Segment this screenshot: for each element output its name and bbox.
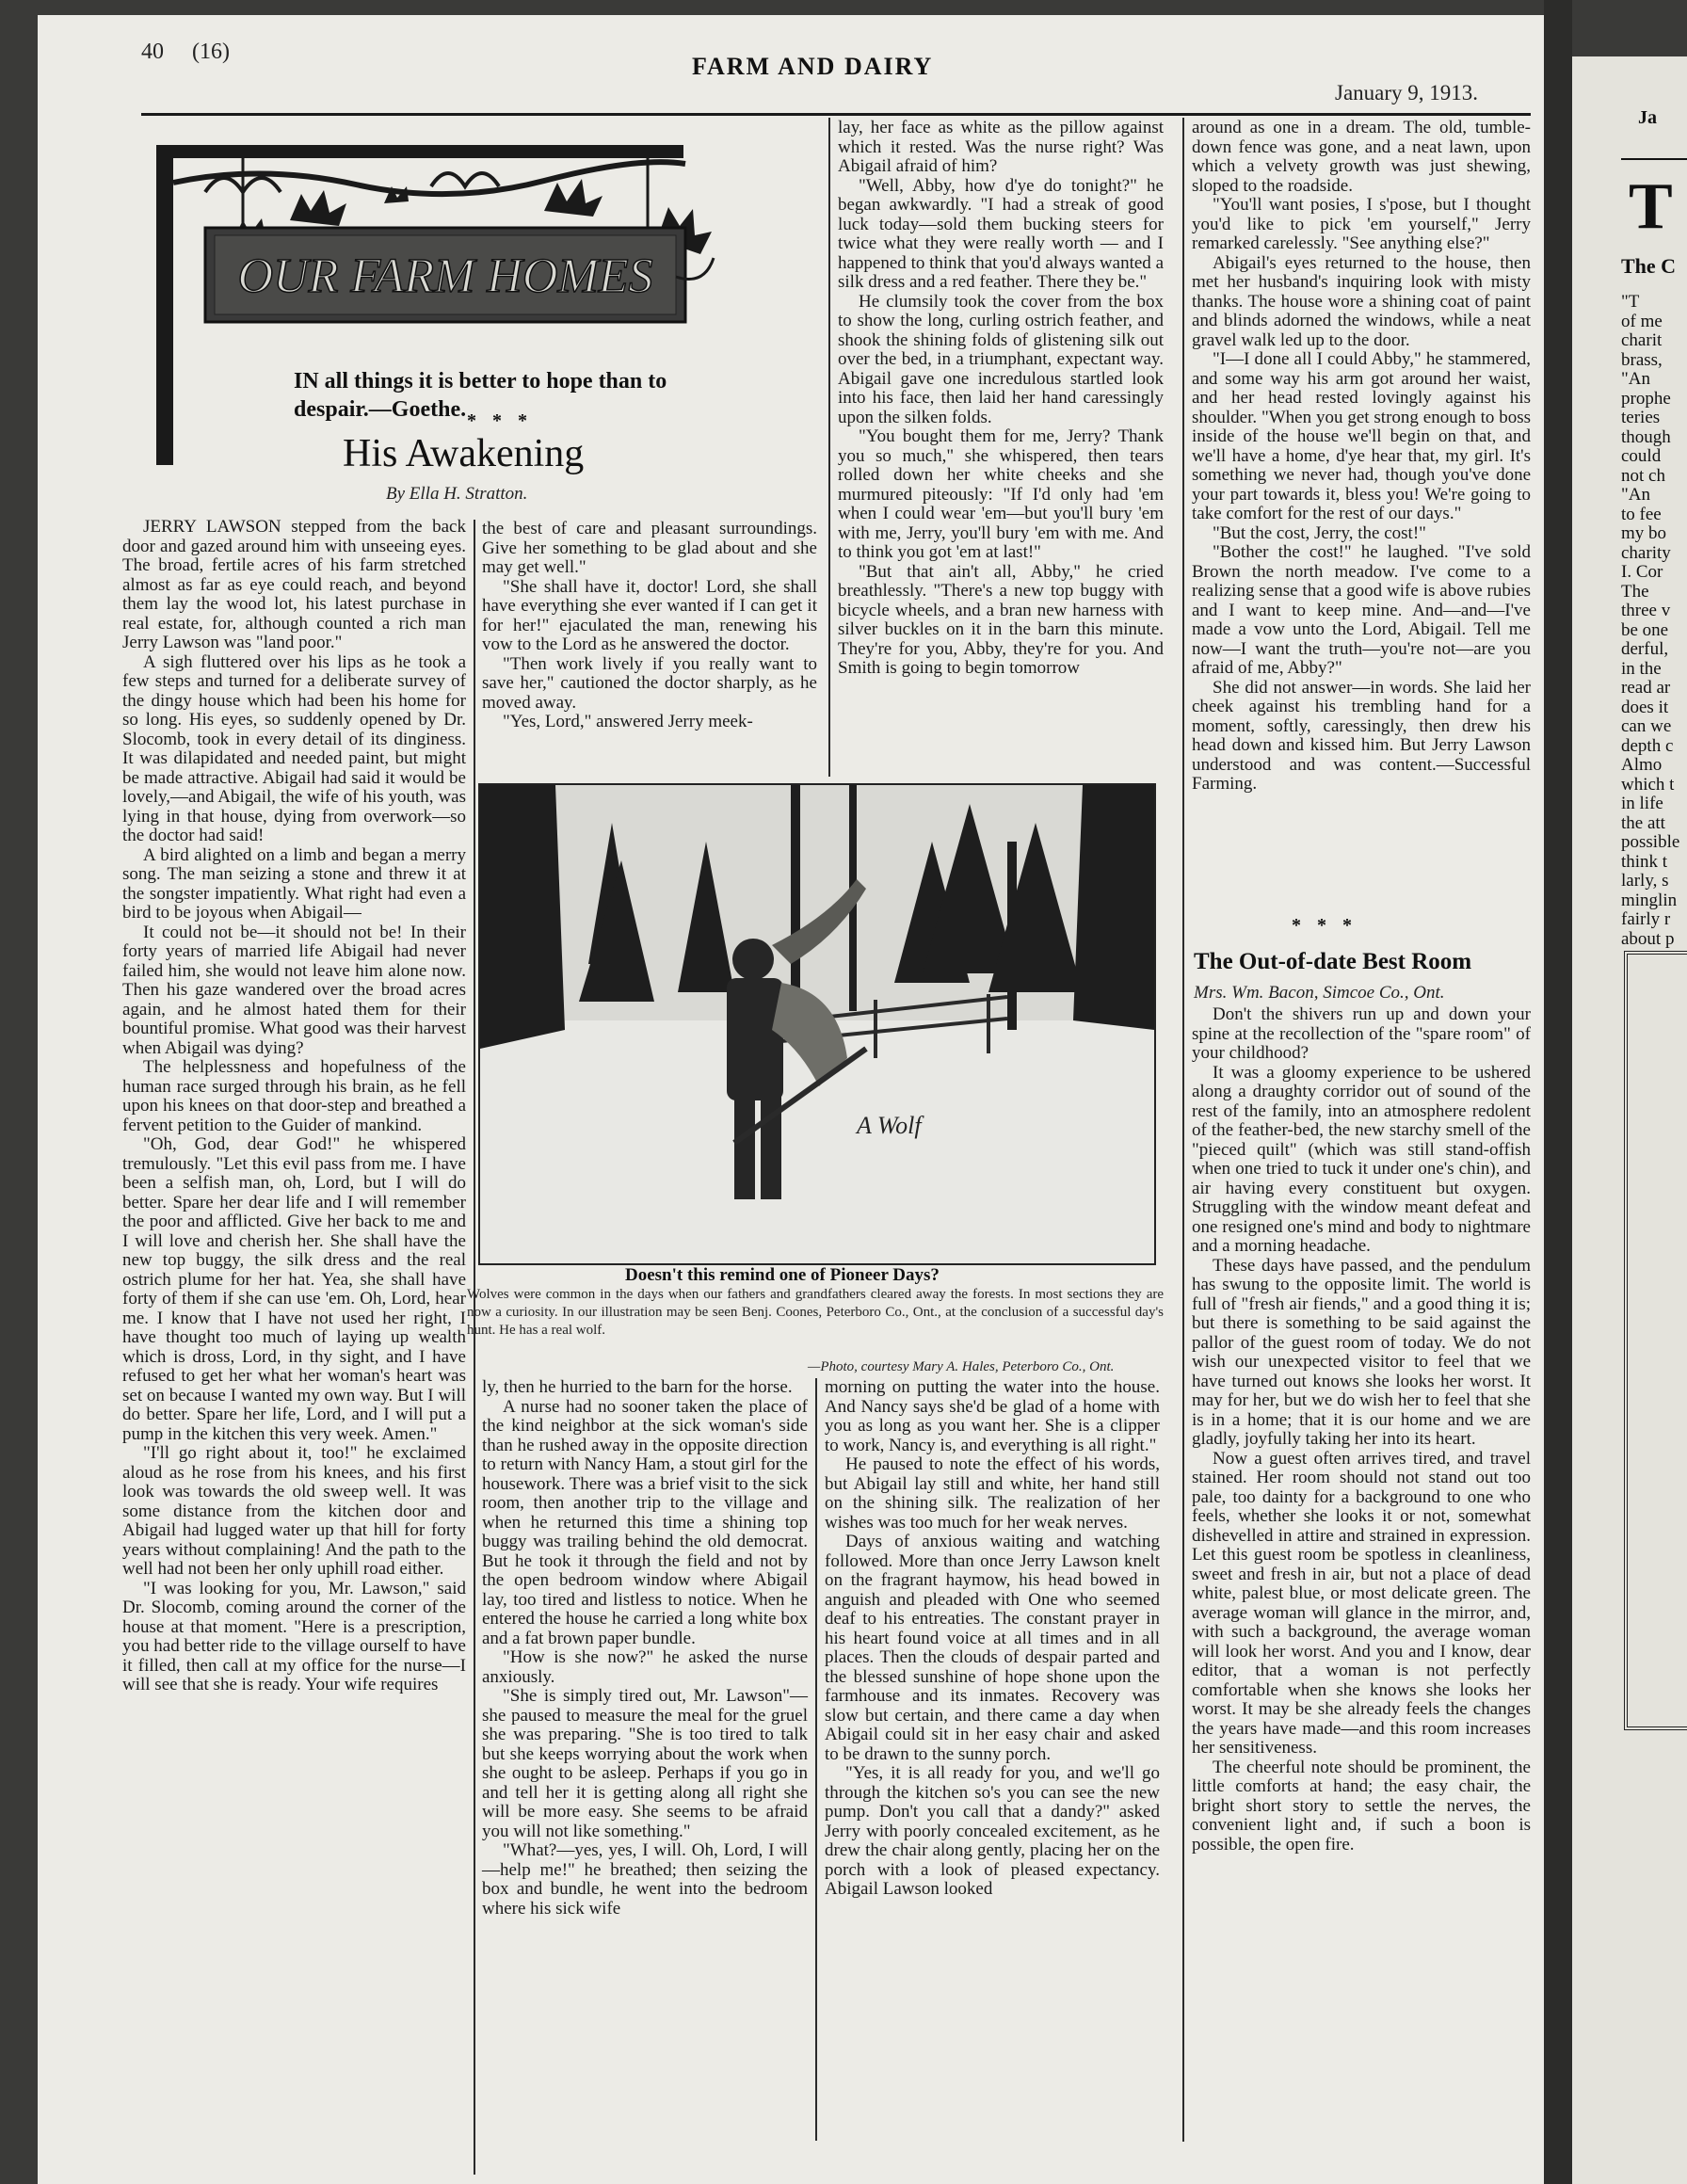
- adjacent-heading-letter: T: [1629, 170, 1673, 243]
- paragraph: It was a gloomy experience to be ushered along a draughty corridor out of sound of the rest of the family, into an atmosphere redolent of the feather-bed, the new starchy smell of the "pieced quilt" (which was still stand-offish when one tried to tuck it under one's chin), and air having every constituent but oxygen. Struggling with the window meant defeat and one resigned one's mind and body to nightmare and a morning headache.: [1192, 1062, 1531, 1256]
- paragraph: "How is she now?" he asked the nurse anxiously.: [482, 1647, 808, 1687]
- wolf-hunter-photo: [478, 783, 1156, 1265]
- adjacent-line: though: [1621, 426, 1671, 447]
- adjacent-line: in the: [1621, 658, 1662, 679]
- column-rule: [815, 1378, 817, 2141]
- best-room-title: The Out-of-date Best Room: [1194, 949, 1472, 974]
- paragraph: These days have passed, and the pendulum has swung to the opposite limit. The world is full of "fresh air fiends," and a good thing it is; but there is something to be said against the pallor of the guest room of today. We do not wish our unexpected visitor to feel that we have turned out knows she looks her worst. It may for her, but we do wish her to feel that she is in a home; that it is our home and we are gladly, joyfully taking her into its heart.: [1192, 1255, 1531, 1449]
- adjacent-line: could: [1621, 446, 1662, 466]
- photo-handwriting: A Wolf: [857, 1112, 922, 1139]
- paragraph: "Yes, Lord," answered Jerry meek-: [503, 712, 753, 731]
- issue-date: January 9, 1913.: [1335, 81, 1479, 104]
- column-rule: [1182, 118, 1184, 2142]
- page-gutter: [1544, 0, 1572, 2184]
- adjacent-line: my bo: [1621, 523, 1667, 543]
- story-byline: By Ella H. Stratton.: [386, 484, 528, 504]
- paragraph: "She is simply tired out, Mr. Lawson"—she paused to measure the meal for the gruel she was preparing. "She is too tired to talk but she keeps worrying about the work when she ought to be asleep. Perhaps if you go in and tell her it is getting along all right she will be more easy. She seems to be afraid you will not like something.": [482, 1686, 808, 1841]
- adjacent-line: "An: [1621, 485, 1650, 505]
- photo-caption-title: Doesn't this remind one of Pioneer Days?: [625, 1265, 940, 1285]
- page-number: 40 (16): [141, 40, 230, 64]
- page-header: [141, 40, 1534, 104]
- adjacent-line: larly, s: [1621, 871, 1669, 891]
- adjacent-line: to fee: [1621, 504, 1662, 524]
- paragraph: Now a guest often arrives tired, and travel stained. Her room should not stand out too pale, too dainty for a background to one who feels, whether she looks it or not, somewhat dishevelled in attire and strained in expression. Let this guest room be spotless in cleanliness, sweet and fresh in air, but not a place of dead white, palest blue, or most delicate green. The average woman will glance in the mirror, and, with such a background, the average woman will look her worst. And you and I know, dear editor, that a woman is not perfectly comfortable when she knows she looks her worst. It may be she already feels the changes the years have made—and this room increases her sensitiveness.: [1192, 1448, 1531, 1758]
- paragraph: She did not answer—in words. She laid her cheek against his trembling hand for a moment, softly, caressingly, then drew his head down and kissed him. But Jerry Lawson understood and was content.—Successful Farming.: [1192, 677, 1531, 794]
- adjacent-line: does it: [1621, 697, 1669, 717]
- adjacent-line: possible: [1621, 832, 1680, 852]
- paragraph: "You bought them for me, Jerry? Thank you so much," she whispered, then tears rolled down her white cheeks and she murmured piteously: "If I'd only had 'em when I could wear 'em—but you'll bury 'em with me, Jerry, you'll bury 'em with me. And to think you got 'em at last!": [838, 426, 1164, 562]
- adjacent-line: be one: [1621, 619, 1669, 640]
- paragraph: He clumsily took the cover from the box to show the long, curling ostrich feather, and shook the shining folds of glistening silk out over the bed, in a triumphant, expectant way. Abigail gave one incredulous startled look into his face, then laid her hand caressingly upon the silken folds.: [838, 291, 1164, 427]
- adjacent-line: The: [1621, 581, 1649, 602]
- adjacent-line: of me: [1621, 311, 1663, 331]
- paragraph: the best of care and pleasant surroundings. Give her something to be glad about and she may get well.": [482, 519, 817, 577]
- adjacent-line: charity: [1621, 542, 1671, 563]
- paragraph: "She shall have it, doctor! Lord, she shall have everything she ever wanted if I can get it for her!" ejaculated the man, renewing his vow to the Lord as he answered the doctor.: [482, 576, 817, 654]
- paragraph: The helplessness and hopefulness of the human race surged through his brain, as he fell upon his knees on that door-step and breathed a fervent petition to the Guider of mankind.: [122, 1057, 466, 1135]
- paragraph: ly, then he hurried to the barn for the horse.: [482, 1377, 793, 1397]
- adjacent-line: about p: [1621, 928, 1675, 949]
- story-column-2-bottom: [482, 1378, 808, 1919]
- adjacent-line: "An: [1621, 369, 1650, 389]
- paragraph: "What?—yes, yes, I will. Oh, Lord, I will—help me!" he breathed; then seizing the box and bundle, he went into the bedroom where his sick wife: [482, 1840, 808, 1919]
- adjacent-line: depth c: [1621, 735, 1674, 756]
- paragraph: "I'll go right about it, too!" he exclaimed aloud as he rose from his knees, and his first look was towards the old sweep well. It was some distance from the kitchen door and Abigail had lugged water up that hill for forty years without complaining! And the path to the well had not been her only uphill road either.: [122, 1443, 466, 1579]
- paragraph: "Oh, God, dear God!" he whispered tremulously. "Let this evil pass from me. I have been a selfish man, oh, Lord, but I will do better. Spare her dear life and I will remember the poor and afflicted. Give her back to me and I will love and cherish her. She shall have the new top buggy, the silk dress and the real ostrich plume for her hat. Yea, she shall have forty of them if she can use 'em. Oh, Lord, hear me. I know that I have not used her right, I have thought too much of laying up wealth which is dross, Lord, in thy sight, and I have refused to get her what her woman's heart was set on because I wanted my own way. But I will do better. Spare her life, Lord, and I will put a pump in the kitchen this very week. Amen.": [122, 1134, 466, 1444]
- banner-sign-text: OUR FARM HOMES: [237, 249, 653, 303]
- paragraph: "But the cost, Jerry, the cost!": [1213, 522, 1426, 543]
- adjacent-line: can we: [1621, 716, 1672, 736]
- adjacent-line: think t: [1621, 851, 1668, 872]
- adjacent-line: read ar: [1621, 678, 1671, 698]
- adjacent-line: brass,: [1621, 349, 1663, 370]
- paragraph: Days of anxious waiting and watching followed. More than once Jerry Lawson knelt on the fragrant haymow, his head bowed in anguish and pleaded with One who seemed deaf to his entreaties. The constant prayer in his heart found voice at all times and in all places. Then the clouds of despair parted and the blessed sunshine of hope shone upon the farmhouse and its inmates. Recovery was slow but certain, and there came a day when Abigail could sit in her easy chair and asked to be drawn to the sunny porch.: [825, 1532, 1160, 1764]
- header-rule: [141, 113, 1531, 116]
- best-room-article: [1192, 1005, 1531, 1855]
- adjacent-line: charit: [1621, 330, 1663, 350]
- paragraph: "But that ain't all, Abby," he cried breathlessly. "There's a new top buggy with bicycle wheels, and a bran new harness with silver buckles on it in the barn this minute. They're for you, Abby, they're for you. And Smith is going to begin tomorrow: [838, 561, 1164, 678]
- story-column-2-top: [482, 520, 817, 732]
- paragraph: A bird alighted on a limb and began a merry song. The man seizing a stone and threw it at the songster impatiently. What right had even a bird to be joyous when Abigail—: [122, 844, 466, 923]
- story-column-1: [122, 518, 466, 1695]
- paragraph: "Then work lively if you really want to save her," cautioned the doctor sharply, as he moved away.: [482, 653, 817, 713]
- adjacent-line: I. Cor: [1621, 562, 1663, 582]
- adjacent-line: in life: [1621, 794, 1663, 813]
- masthead: FARM AND DAIRY: [692, 53, 934, 80]
- adjacent-subhead: The C: [1621, 254, 1677, 278]
- paragraph: lay, her face as white as the pillow against which it rested. Was the nurse right? Was Abigail afraid of him?: [838, 118, 1164, 176]
- photo-credit: —Photo, courtesy Mary A. Hales, Peterboro Co., Ont.: [808, 1359, 1115, 1374]
- adjacent-line: the att: [1621, 812, 1665, 833]
- paragraph: "Yes, it is all ready for you, and we'll go through the kitchen so's you can see the new pump. Don't you call that a dandy?" asked Jerry with poorly concealed excitement, as he drew the chair along gently, placing her on the porch with a look of pleased expectancy. Abigail Lawson looked: [825, 1763, 1160, 1899]
- paragraph: A nurse had no sooner taken the place of the kind neighbor at the sick woman's side than he rushed away in the opposite direction to return with Nancy Ham, a stout girl for the housework. There was a brief visit to the sick room, then another trip to the village and when he returned this time a shining top buggy was trailing behind the old democrat. But he took it through the field and not by the open bedroom window where Abigail lay, too tired and listless to notice. When he entered the house he carried a long white box and a fat brown paper bundle.: [482, 1396, 808, 1648]
- adjacent-line: "T: [1621, 292, 1640, 312]
- paragraph: Don't the shivers run up and down your spine at the recollection of the "spare room" of your childhood?: [1192, 1004, 1531, 1063]
- paragraph: "You'll want posies, I s'pose, but I thought you'd like to pick 'em yourself," Jerry remarked carelessly. "See anything else?": [1192, 195, 1531, 253]
- story-title: His Awakening: [343, 432, 585, 475]
- column-rule: [474, 520, 475, 2175]
- adjacent-line: which t: [1621, 774, 1675, 795]
- adjacent-line: fairly r: [1621, 909, 1671, 929]
- adjacent-line: minglin: [1621, 890, 1678, 910]
- adjacent-line: teries: [1621, 408, 1661, 427]
- our-farm-homes-banner: [149, 126, 751, 484]
- photo-caption: Wolves were common in the days when our fathers and grandfathers cleared away the forests. In most sections they are now a curiosity. In our illustration may be seen Benj. Coones, Peterboro Co., Ont., at the conclusion of a successful day's hunt. He has a real wolf.: [467, 1287, 1164, 1338]
- paragraph: A sigh fluttered over his lips as he took a few steps and turned for a deliberate survey of the dingy house which had been his home for so long. His eyes, so suddenly opened by Dr. Slocomb, took in every detail of its dinginess. It was dilapidated and needed paint, but might be made attractive. Abigail had said it would be lovely,—and Abigail, the wife of his youth, was lying in that house, dying from overwork—so the doctor had said!: [122, 651, 466, 845]
- adjacent-header-fragment: Ja: [1638, 107, 1657, 128]
- paragraph: morning on putting the water into the house. And Nancy says she'd be glad of a home with you as long as you want her. She is a clipper to work, Nancy is, and everything is all right.": [825, 1377, 1160, 1455]
- paragraph: He paused to note the effect of his words, but Abigail lay still and white, her hand still on the shining silk. The realization of her wishes was too much for her weak nerves.: [825, 1454, 1160, 1533]
- adjacent-line: not ch: [1621, 465, 1665, 486]
- adjacent-page-fragment: [1572, 56, 1687, 2184]
- adjacent-line: prophe: [1621, 388, 1671, 409]
- paragraph: "Well, Abby, how d'ye do tonight?" he began awkwardly. "I had a streak of good luck today—sold them bucking steers for twice what they were really worth — and I happened to think that you'd always wanted a silk dress and a red feather. There they be.": [838, 175, 1164, 292]
- adjacent-ad-frame: [1624, 951, 1687, 1730]
- paragraph: "I was looking for you, Mr. Lawson," said Dr. Slocomb, coming around the corner of the house at that moment. "Here is a prescription, you had better ride to the village ourself to have it filled, then call at my office for the nurse—I will see that she is ready. Your wife requires: [122, 1578, 466, 1694]
- section-ornament: * * *: [1292, 915, 1358, 936]
- section-ornament: * * *: [467, 410, 533, 431]
- paragraph: JERRY LAWSON stepped from the back door and gazed around him with unseeing eyes. The broad, fertile acres of his farm stretched almost as far as eye could reach, and beyond them lay the wood lot, his latest purchase in real estate, for, although counted a rich man Jerry Lawson was "land poor.": [122, 517, 466, 652]
- adjacent-line: derful,: [1621, 639, 1669, 659]
- paragraph: Abigail's eyes returned to the house, then met her husband's inquiring look with misty thanks. The house wore a shining coat of paint and blinds adorned the windows, while a neat gravel walk led up to the door.: [1192, 252, 1531, 350]
- adjacent-line: three v: [1621, 601, 1671, 620]
- adjacent-line: Almo: [1621, 755, 1663, 775]
- adjacent-rule: [1621, 158, 1687, 160]
- epigraph-quote: IN all things it is better to hope than to despair.—Goethe.: [294, 369, 667, 422]
- paragraph: "Bother the cost!" he laughed. "I've sold Brown the north meadow. I've come to a realizing sense that a good wife is above rubies and I want to keep mine. And—and—I've made a vow unto the Lord, Abigail. Tell me now—I want the truth—you're not—are you afraid of me, Abby?": [1192, 542, 1531, 678]
- paragraph: It could not be—it should not be! In their forty years of married life Abigail had never failed him, she would not leave him alone now. Then his gaze wandered over the broad acres again, and he almost hated them for their bountiful promise. What good was their harvest when Abigail was dying?: [122, 922, 466, 1058]
- story-column-4: [1192, 119, 1531, 795]
- best-room-byline: Mrs. Wm. Bacon, Simcoe Co., Ont.: [1194, 983, 1445, 1003]
- paragraph: "I—I done all I could Abby," he stammered, and some way his arm got around her waist, and her head rested lovingly against his shoulder. "When you get strong enough to boss inside of the house we'll begin on that, and we'll have a home, d'ye hear that, my girl. It's something we never had, though you've done your part towards it, bless you! We're going to take comfort for the rest of our days.": [1192, 349, 1531, 523]
- column-rule: [828, 118, 830, 777]
- paragraph: The cheerful note should be prominent, the little comforts at hand; the easy chair, the bright short story to settle the nerves, the convenient light and, if such a boon is possible, the open fire.: [1192, 1757, 1531, 1855]
- paragraph: around as one in a dream. The old, tumble-down fence was gone, and a neat lawn, upon which a velvety growth was just shewing, sloped to the roadside.: [1192, 118, 1531, 196]
- story-column-3-top: [838, 119, 1164, 679]
- story-column-3-bottom: [825, 1378, 1160, 1900]
